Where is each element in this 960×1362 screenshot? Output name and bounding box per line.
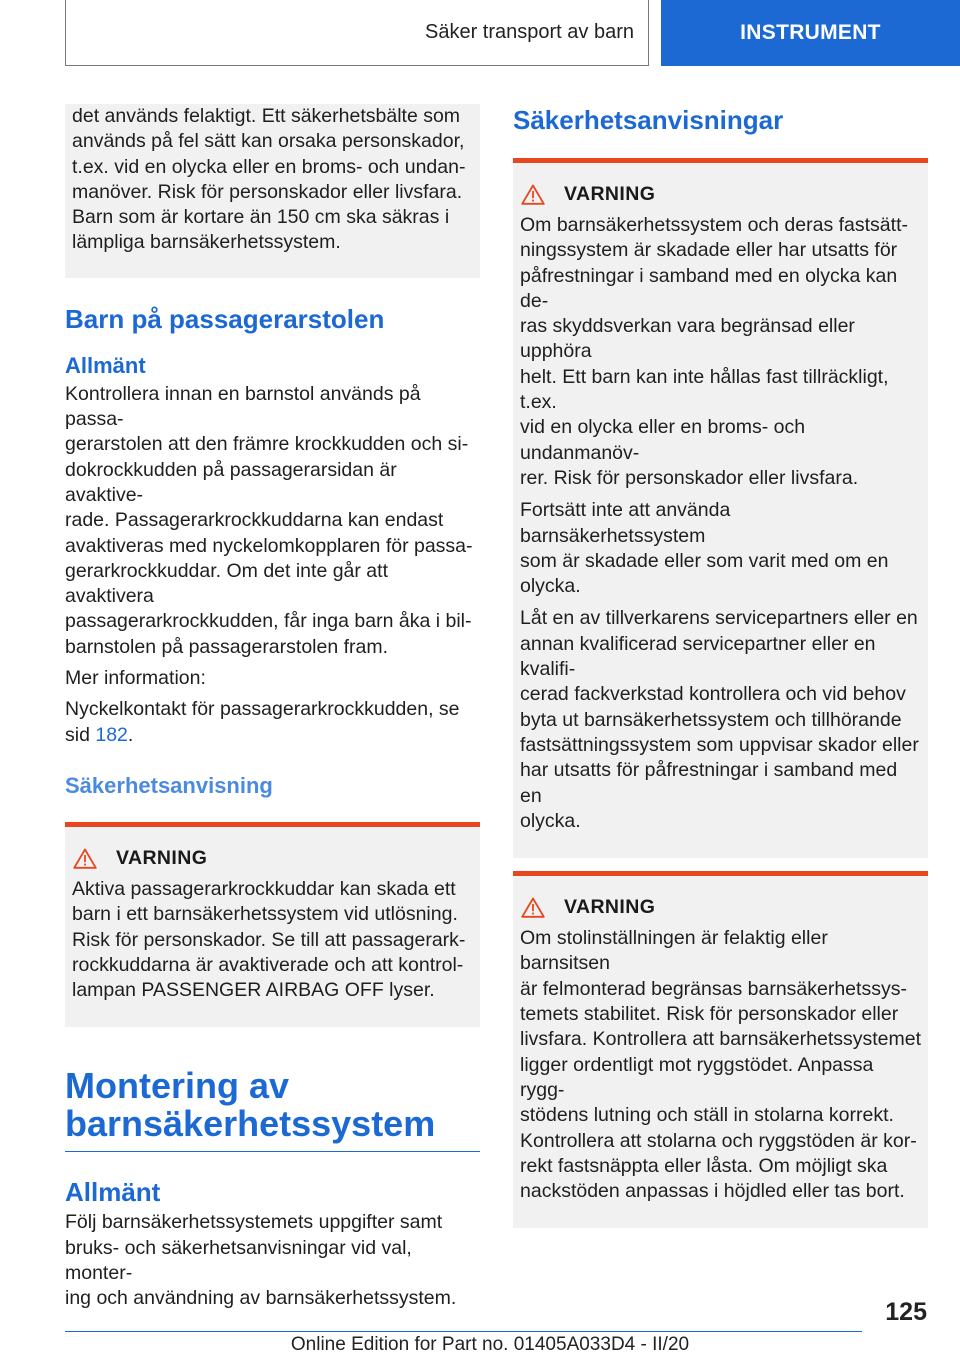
warning-box-seat-adjustment <box>513 871 928 1228</box>
section-title: Säker transport av barn <box>65 0 649 66</box>
warning-paragraph: Om stolinställningen är felaktig eller barnsitsen är felmonterad begränsas barnsäkerhetssys- temets stabilitet. Risk för personskador eller livsfara. Kontrollera att barnsäkerhetssystemet ligger ordentligt mot ryggstödet. Anpassa rygg- stödens lutning och ställ in stolarna korrekt. Kontrollera att stolarna och ryggstöden är kor- rekt fastsnäppta eller låsta. Om möjligt ska nackstöden anpassas i höjdled eller tas bort. <box>520 927 922 1203</box>
more-info-label: Mer information: <box>65 667 206 690</box>
heading-safety-note: Säkerhetsanvisning <box>65 772 273 798</box>
warning-label: VARNING <box>116 846 208 869</box>
continued-note-box <box>65 104 480 278</box>
continued-note-text: det används felaktigt. Ett säkerhetsbälte som används på fel sätt kan orsaka personskador, t.ex. vid en olycka eller en broms- och undan- manöver. Risk för personskador eller livsfara. Barn som är kortare än 150 cm ska säkras i lämpliga barnsäkerhetssystem. <box>72 105 466 254</box>
edition-line: Online Edition for Part no. 01405A033D4 - II/20 <box>290 1334 690 1355</box>
right-column <box>513 104 928 1228</box>
cross-reference: Nyckelkontakt för passagerarkrockkudden, se sid 182. <box>65 698 460 746</box>
warning-label: VARNING <box>564 896 656 919</box>
warning-triangle-icon <box>521 897 545 918</box>
page-link-182[interactable]: 182 <box>95 723 128 746</box>
heading-mounting-block <box>65 1067 480 1152</box>
left-column <box>65 104 480 1312</box>
warning-paragraph: Om barnsäkerhetssystem och deras fastsätt- ningssystem är skadade eller har utsatts för påfrestningar i samband med en olycka kan de- ras skyddsverkan vara begränsad eller upphöra helt. Ett barn kan inte hållas fast tillräckligt, t.ex. vid en olycka eller en broms- och undanmanöv- rer. Risk för personskador eller livsfara. <box>520 214 908 489</box>
warning-label: VARNING <box>564 183 656 205</box>
warning-text: Aktiva passagerarkrockkuddar kan skada ett barn i ett barnsäkerhetssystem vid utlösning. Risk för personskador. Se till att passagerark- rockkuddarna är avaktiverade och att kontrol- lampan PASSENGER AIRBAG OFF lyser. <box>72 877 466 1002</box>
heading-general: Allmänt <box>65 352 146 378</box>
warning-paragraph: Låt en av tillverkarens servicepartners eller en annan kvalificerad servicepartner eller en kvalifi- cerad fackverkstad kontrollera och vid behov byta ut barnsäkerhetssystem och tillhörande fastsättningssystem som uppvisar skador eller har utsatts för påfrestningar i samband med en olycka. <box>520 607 919 832</box>
page-number: 125 <box>885 1298 927 1326</box>
page-header <box>0 0 960 66</box>
heading-general-mounting: Allmänt <box>65 1177 161 1208</box>
general-paragraph: Kontrollera innan en barnstol används på passa- gerarstolen att den främre krockkudden och si- dokrockkudden på passagerarsidan är avaktive- rade. Passagerarkrockkuddarna kan endast avaktiveras med nyckelomkopplaren för passa- gerarkrockkuddar. Om det inte går att avaktivera passagerarkrockkudden, får inga barn åka i bil- barnstolen på passagerarstolen fram. <box>65 382 473 658</box>
warning-paragraph: Fortsätt inte att använda barnsäkerhetssystem som är skadade eller som varit med om en olycka. <box>520 499 889 598</box>
chapter-tab[interactable]: INSTRUMENT <box>661 0 960 66</box>
warning-box-airbag <box>65 822 480 1027</box>
heading-safety-instructions: Säkerhetsanvisningar <box>513 105 784 135</box>
heading-mounting-child-seat: Montering av barnsäkerhetssystem <box>65 1065 436 1145</box>
footer-rule <box>65 1331 862 1332</box>
warning-box-damaged-seat <box>513 158 928 858</box>
mounting-paragraph: Följ barnsäkerhetssystemets uppgifter samt bruks- och säkerhetsanvisningar vid val, monter- ing och användning av barnsäkerhetssystem. <box>65 1211 457 1310</box>
heading-child-on-passenger-seat: Barn på passagerarstolen <box>65 303 385 334</box>
warning-triangle-icon <box>521 184 545 205</box>
warning-triangle-icon <box>73 848 97 869</box>
